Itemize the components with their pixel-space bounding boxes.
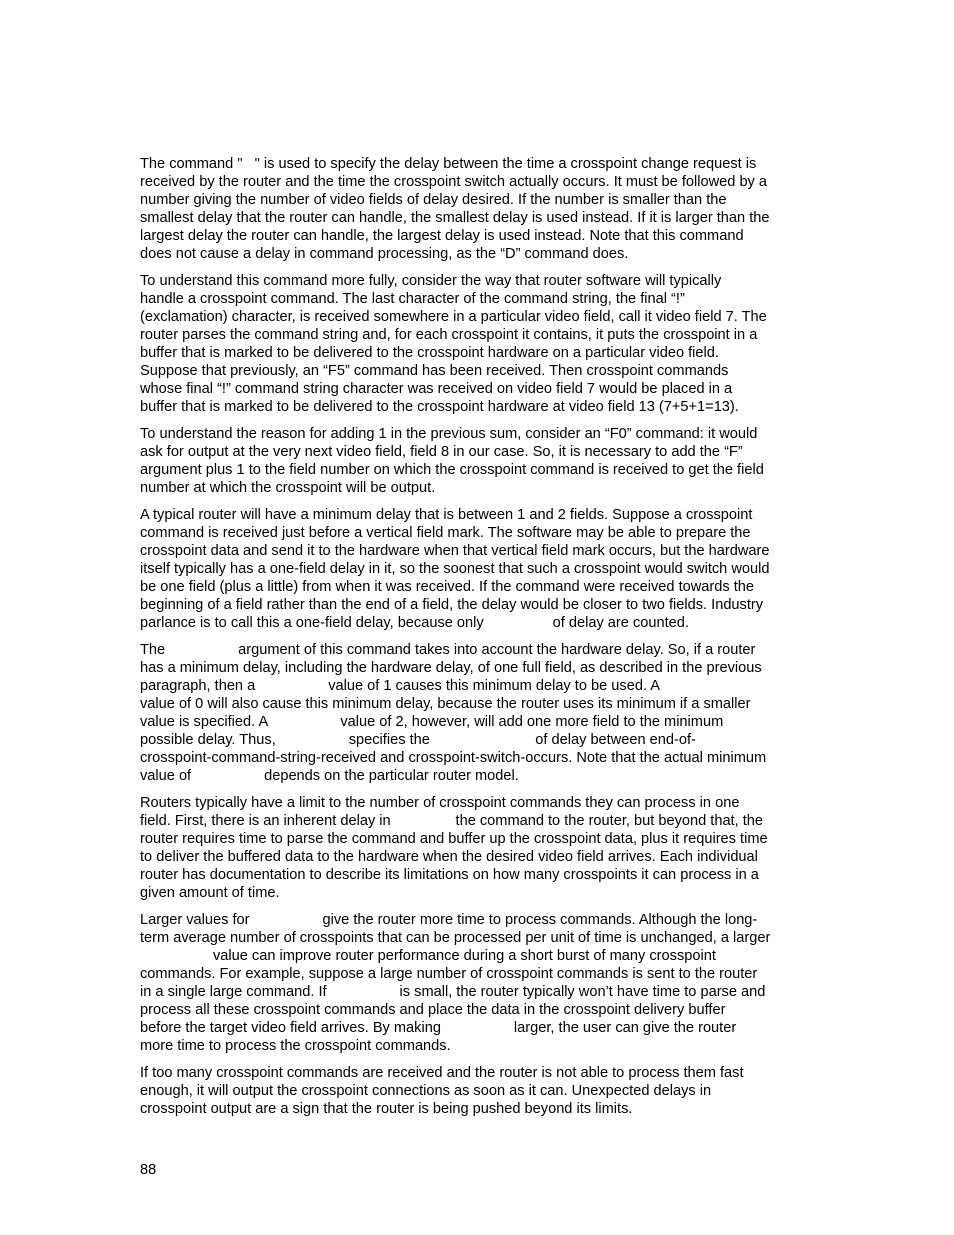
text-line: value of depends on the particular router model. [140,768,519,784]
text-line: router parses the command string and, for each crosspoint it contains, it puts the crosspoint in a [140,327,758,343]
text-line: handle a crosspoint command. The last character of the command string, the final “!” [140,291,685,307]
text-line: router requires time to parse the command and buffer up the crosspoint data, plus it requires time [140,831,768,847]
text-line: beginning of a field rather than the end of a field, the delay would be closer to two fields. Industry [140,597,764,613]
text-line: term average number of crosspoints that can be processed per unit of time is unchanged, a larger [140,930,771,946]
text-line: parlance is to call this a one-field delay, because only of delay are counted. [140,615,689,631]
text-line: whose final “!” command string character was received on video field 7 would be placed in a [140,381,733,397]
text-line: possible delay. Thus, specifies the of delay between end-of- [140,732,696,748]
text-line: field. First, there is an inherent delay in the command to the router, but beyond that, the [140,813,764,829]
text-line: To understand this command more fully, consider the way that router software will typically [140,273,722,289]
text-line: given amount of time. [140,885,280,901]
text-line: process all these crosspoint commands and place the data in the crosspoint delivery buffer [140,1002,726,1018]
text-line: crosspoint data and send it to the hardware when that vertical field mark occurs, but the hardware [140,543,770,559]
paragraph-1 [140,155,820,263]
text-line: be one field (plus a little) from when it was received. If the command were received towards the [140,579,755,595]
text-line: number giving the number of video fields of delay desired. If the number is smaller than the [140,192,727,208]
text-line: router has documentation to describe its limitations on how many crosspoints it can process in a [140,867,759,883]
paragraph-5 [140,641,820,785]
text-line: buffer that is marked to be delivered to the crosspoint hardware on a particular video field. [140,345,719,361]
text-line: value is specified. A value of 2, however, will add one more field to the minimum [140,714,724,730]
text-line: received by the router and the time the crosspoint switch actually occurs. It must be followed by a [140,174,768,190]
text-line: before the target video field arrives. By making larger, the user can give the router [140,1020,737,1036]
text-line: ask for output at the very next video field, field 8 in our case. So, it is necessary to add the “F” [140,444,743,460]
text-line: value of 0 will also cause this minimum delay, because the router uses its minimum if a smaller [140,696,751,712]
paragraph-8 [140,1064,820,1118]
text-line: buffer that is marked to be delivered to the crosspoint hardware at video field 13 (7+5+1=13). [140,399,739,415]
text-line: A typical router will have a minimum delay that is between 1 and 2 fields. Suppose a crosspoint [140,507,753,523]
text-line: does not cause a delay in command processing, as the “D” command does. [140,246,629,262]
text-line: argument plus 1 to the field number on which the crosspoint command is received to get the field [140,462,764,478]
paragraph-3 [140,425,820,497]
text-line: value can improve router performance during a short burst of many crosspoint [140,948,716,964]
text-line: itself typically has a one-field delay in it, so the soonest that such a crosspoint would switch would [140,561,770,577]
text-line: in a single large command. If is small, the router typically won’t have time to parse and [140,984,766,1000]
text-line: number at which the crosspoint will be output. [140,480,436,496]
paragraph-7 [140,911,820,1055]
text-line: If too many crosspoint commands are received and the router is not able to process them fast [140,1065,744,1081]
body-text [140,155,820,1127]
text-line: The argument of this command takes into account the hardware delay. So, if a router [140,642,756,658]
paragraph-6 [140,794,820,902]
text-line: paragraph, then a value of 1 causes this minimum delay to be used. A [140,678,660,694]
text-line: The command " " is used to specify the delay between the time a crosspoint change request is [140,156,757,172]
text-line: has a minimum delay, including the hardware delay, of one full field, as described in the previous [140,660,762,676]
paragraph-2 [140,272,820,416]
text-line: commands. For example, suppose a large number of crosspoint commands is sent to the router [140,966,758,982]
text-line: to deliver the buffered data to the hardware when the desired video field arrives. Each individual [140,849,758,865]
text-line: command is received just before a vertical field mark. The software may be able to prepare the [140,525,751,541]
text-line: enough, it will output the crosspoint connections as soon as it can. Unexpected delays in [140,1083,712,1099]
text-line: largest delay the router can handle, the largest delay is used instead. Note that this command [140,228,744,244]
text-line: more time to process the crosspoint commands. [140,1038,451,1054]
text-line: crosspoint output are a sign that the router is being pushed beyond its limits. [140,1101,633,1117]
text-line: To understand the reason for adding 1 in the previous sum, consider an “F0” command: it would [140,426,758,442]
text-line: Suppose that previously, an “F5” command has been received. Then crosspoint commands [140,363,729,379]
paragraph-4 [140,506,820,632]
text-line: crosspoint-command-string-received and crosspoint-switch-occurs. Note that the actual minimum [140,750,767,766]
text-line: Routers typically have a limit to the number of crosspoint commands they can process in one [140,795,740,811]
text-line: Larger values for give the router more time to process commands. Although the long- [140,912,758,928]
page-number: 88 [140,1162,157,1178]
text-line: smallest delay that the router can handle, the smallest delay is used instead. If it is larger than the [140,210,770,226]
text-line: (exclamation) character, is received somewhere in a particular video field, call it video field 7. The [140,309,767,325]
